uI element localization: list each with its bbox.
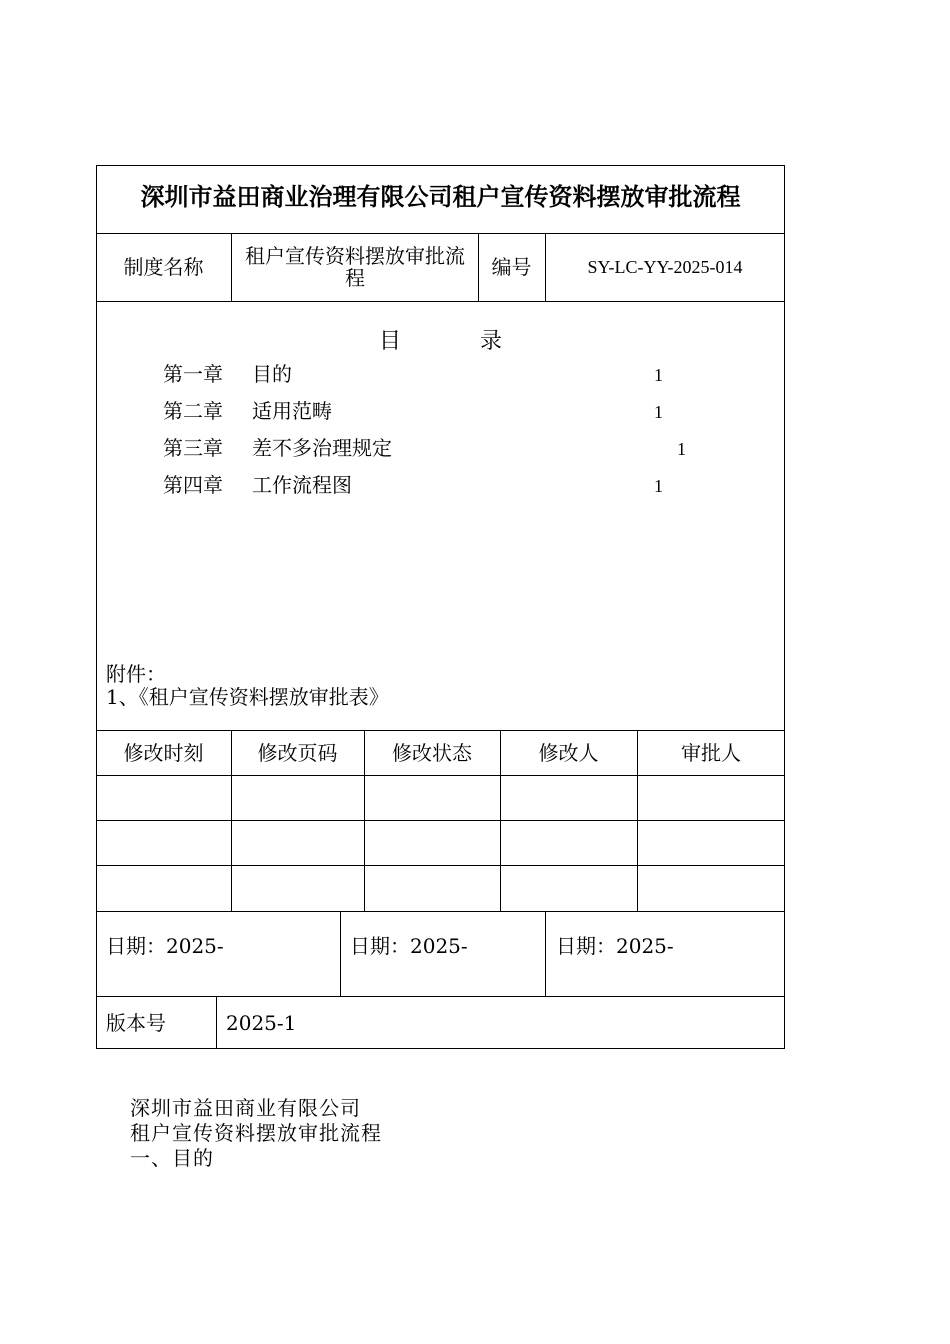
toc-chapter: 第二章 xyxy=(163,399,223,423)
divider xyxy=(545,911,546,996)
number-value: SY-LC-YY-2025-014 xyxy=(587,257,743,277)
number-label: 编号 xyxy=(491,255,532,279)
toc-chapter: 第三章 xyxy=(163,436,223,460)
version-label: 版本号 xyxy=(106,1011,166,1035)
divider xyxy=(96,911,785,912)
divider xyxy=(96,996,785,997)
revision-header: 修改时刻 xyxy=(123,740,204,765)
table-row-divider xyxy=(96,820,785,821)
revision-header: 修改状态 xyxy=(392,740,472,765)
table-row-divider xyxy=(96,775,785,776)
company-name: 深圳市益田商业有限公司 xyxy=(130,1096,361,1120)
system-name-label: 制度名称 xyxy=(123,255,204,279)
toc-page: 1 xyxy=(677,439,686,459)
divider xyxy=(96,301,785,302)
process-title: 租户宣传资料摆放审批流程 xyxy=(130,1121,382,1145)
attachment-item: 1、《租户宣传资料摆放审批表》 xyxy=(106,685,389,709)
toc-name: 差不多治理规定 xyxy=(252,436,392,460)
toc-page: 1 xyxy=(654,402,663,422)
toc-name: 目的 xyxy=(252,362,292,386)
toc-page: 1 xyxy=(654,365,663,385)
toc-page: 1 xyxy=(654,476,663,496)
toc-title: 目 录 xyxy=(379,329,538,354)
toc-chapter: 第一章 xyxy=(163,362,223,386)
table-row-divider xyxy=(96,865,785,866)
date-field: 日期：2025- xyxy=(556,934,674,958)
divider xyxy=(216,996,217,1049)
section-heading: 一、目的 xyxy=(130,1146,214,1170)
revision-header: 修改人 xyxy=(538,740,599,765)
revision-header: 审批人 xyxy=(681,740,741,765)
document-title: 深圳市益田商业治理有限公司租户宣传资料摆放审批流程 xyxy=(140,183,741,211)
toc-name: 适用范畴 xyxy=(252,399,332,423)
attachments-label: 附件： xyxy=(106,662,166,686)
divider xyxy=(231,233,232,301)
date-field: 日期：2025- xyxy=(350,934,468,958)
toc-name: 工作流程图 xyxy=(252,473,352,497)
revision-header: 修改页码 xyxy=(257,740,338,765)
divider xyxy=(340,911,341,996)
system-name-value: 租户宣传资料摆放审批流程 xyxy=(245,244,465,290)
version-value: 2025-1 xyxy=(226,1011,297,1035)
date-field: 日期：2025- xyxy=(106,934,224,958)
toc-chapter: 第四章 xyxy=(163,473,223,497)
